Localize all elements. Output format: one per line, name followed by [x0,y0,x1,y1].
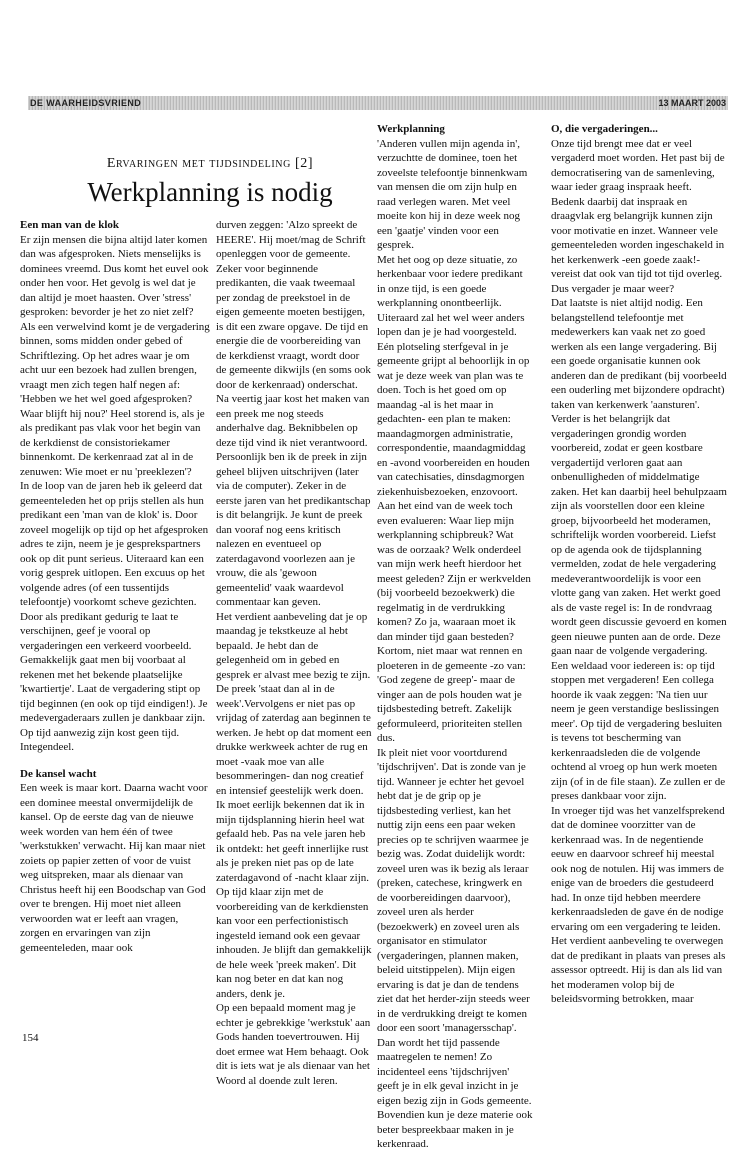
paragraph: durven zeggen: 'Alzo spreekt de HEERE'. Hij moet/mag de Schrift openleggen voor de gemeente. [216,219,366,260]
article-title-block [40,156,380,208]
text-column-2 [216,218,372,1088]
paragraph: Dat laatste is niet altijd nodig. Een belangstellend telefoontje met medewerkers kan vaak net zo goed werken als een lange vergadering. Bij een goede organisatie kunnen ook anderen dan de predikant (bij voorbeeld een ouderling met bijzondere opdracht) taken van kerkenwerk 'aansturen'. [551,297,727,411]
paragraph: 'Anderen vullen mijn agenda in', verzuchtte de dominee, toen het zoveelste telefoontje binnenkwam van mensen die om zijn hulp en raad verlegen waren. Met veel moeite kon hij in deze week nog een 'gaatje' vinden voor een gesprek. [377,137,528,251]
issue-date: 13 MAART 2003 [658,98,726,108]
paragraph: Zeker voor beginnende predikanten, die vaak tweemaal per zondag de preekstoel in de eigen gemeente moeten bestijgen, is dit een zware opgave. De tijd en energie die de voorbereiding van de kerkdienst vraagt, wordt door de gemeente dikwijls (en soms ook door de kerkenraad) onderschat. Na veertig jaar kost het maken van een preek me nog steeds anderhalve dag. Beknibbelen op deze tijd vind ik niet verantwoord. Persoonlijk ben ik de preek in zijn geheel blijven uitschrijven (later via de computer). Zeker in de eerste jaren van het predikantschap is dit belangrijk. Je kunt de preek dan vooraf nog eens kritisch nalezen en eventueel op zaterdagavond voorlezen aan je vrouw, die als 'gewoon gemeentelid' vaak waardevol commentaar kan geven. [216,262,371,608]
paragraph: Op tijd klaar zijn met de voorbereiding van de kerkdiensten kan voor een perfectionistisch ingesteld iemand ook een gevaar inhouden. Je blijft dan gemakkelijk de hele week 'preek maken'. Dit kan nog beter en dat kan nog anders, denk je. [216,886,372,1000]
running-header [28,96,728,110]
paragraph: Ik pleit niet voor voortdurend 'tijdschrijven'. Dat is zonde van je tijd. Wanneer je echter het gevoel hebt dat je de grip op je tijdsbesteding verliest, kan het nuttig zijn eens een paar weken precies op te schrijven waarmee je bezig was. Zodat duidelijk wordt: zoveel uren was ik bezig als leraar (preken, catechese, kringwerk en de voorbereidingen daarvoor), zoveel uren als herder (bezoekwerk) en zoveel uren als organisator en stimulator (vergaderingen, plannen maken, beleid uitstippelen). Mijn eigen ervaring is dat je dan de tendens ziet dat het herder-zijn steeds weer in de verdrukking dreigt te komen door een soort 'managersschap'. Dan wordt het tijd passende maatregelen te nemen! Zo incidenteel eens 'tijdschrijven' geeft je in elk geval inzicht in je eigen bezig zijn in Gods gemeente. Bovendien kun je deze materie ook beter bespreekbaar maken in je kerkenraad. [377,746,533,1150]
article-headline: Werkplanning is nodig [87,177,333,207]
paragraph: In de loop van de jaren heb ik geleerd dat gemeenteleden het op prijs stellen als hun predikant een 'man van de klok' is. Door zoveel mogelijk op tijd op het afgesproken adres te zijn, neem je je gesprekspartners ook op dit punt serieus. Uiteraard kan een vorig gesprek uitlopen. Een excuus op het volgende adres (of een tussentijds telefoontje) voorkomt scheve gezichten. Door als predikant gedurig te laat te verschijnen, geef je vooral op vergaderingen een verkeerd voorbeeld. Gemakkelijk gaat men bij voorbaat al rekenen met het bekende plaatselijke 'kwartiertje'. Laat de vergadering stipt op tijd beginnen (en ook op tijd eindigen!). Je medevergaderaars zullen je dankbaar zijn. Op tijd aanwezig zijn kost geen tijd. Integendeel. [20,480,209,753]
section-heading: Werkplanning [377,123,445,135]
series-kicker: Ervaringen met tijdsindeling [2] [106,156,314,171]
paragraph: In vroeger tijd was het vanzelfsprekend dat de dominee voorzitter van de kerkenraad was. In de negentiende eeuw en daarvoor schreef hij meestal ook nog de notulen. Hij was immers de enige van de broeders die gestudeerd had. In onze tijd hebben meerdere kerkenraadsleden de gave én de nodige ervaring om een vergadering te leiden. Het verdient aanbeveling te overwegen dat de predikant in plaats van preses als assessor optreedt. Hij is dan als lid van het moderamen volop bij de beleidsvorming betrokken, maar [551,804,726,1005]
paragraph: Het verdient aanbeveling dat je op maandag je tekstkeuze al hebt bepaald. Je hebt dan de gelegenheid om in gebed en gesprek er alvast mee bezig te zijn. De preek 'staat dan al in de week'.Vervolgens er niet pas op vrijdag of zaterdag aan beginnen te werken. Je hebt op dat moment een drukke werkweek achter de rug en moet -vaak moe van alle besommeringen- dan nog creatief en intensief geestelijk werk doen. Ik moet eerlijk bekennen dat ik in mijn tijdsplanning hierin heel wat gefaald heb. Pas na vele jaren heb ik ontdekt: het geeft innerlijke rust als je preken niet pas op de late zaterdagavond of -nacht klaar zijn. [216,610,372,884]
text-column-3 [377,122,533,1152]
paragraph: Met het oog op deze situatie, zo herkenbaar voor iedere predikant in onze tijd, is een goede werkplanning onontbeerlijk. Uiteraard zal het wel weer anders lopen dan je je had voorgesteld. Eén plotseling sterfgeval in je gemeente grijpt al behoorlijk in op wat je deze week van plan was te doen. Toch is het goed om op maandag -al is het maar in gedachten- een plan te maken: maandagmorgen administratie, correspondentie, maandagmiddag en -avond voorbereiden en houden van catechisaties, dinsdagmorgen ziekenhuisbezoeken, enzovoort. Aan het eind van de week toch even evalueren: Waar liep mijn werkplanning schipbreuk? Wat was de oorzaak? Welk onderdeel van mijn werk heeft hierdoor het meest geleden? Zijn er werkvelden (bij voorbeeld bezoekwerk) die regelmatig in de verdrukking komen? Zo ja, waaraan moet ik dan minder tijd gaan besteden? Kortom, niet maar wat rennen en ploeteren in de gemeente -zo van: 'God zegene de greep'- maar de vinger aan de pols houden wat je tijdsbesteding betreft. Zakelijk geformuleerd, prioriteiten stellen dus. [377,253,531,744]
paragraph: Verder is het belangrijk dat vergaderingen grondig worden voorbereid, zodat er geen kostbare vergadertijd verloren gaat aan onbenulligheden of middelmatige zaken. Het kan daarbij heel behulpzaam zijn als voorstellen door een kleine groep, bijvoorbeeld het moderamen, schriftelijk worden voorbereid. Liefst op de agenda ook de tijdsplanning vermelden, zodat de hele vergadering medeverantwoordelijk is voor een vlotte gang van zaken. Het werkt goed als de vaste regel is: In de rondvraag wordt geen discussie gevoerd en komen geen nieuwe punten aan de orde. Deze gaan naar de volgende vergadering. Een weldaad voor iedereen is: op tijd stoppen met vergaderen! Een collega hoorde ik vaak zeggen: 'Na tien uur neem je geen verstandige beslissingen meer'. Op tijd de vergadering besluiten is tevens tot bescherming van kerkenraadsleden die de volgende ochtend al vroeg op hun werk moeten zijn (of in de file staan). Ze zullen er de preses dankbaar voor zijn. [551,413,727,802]
paragraph: Onze tijd brengt mee dat er veel vergaderd moet worden. Het past bij de democratisering van de samenleving, waar ieder graag inspraak heeft. Bedenk daarbij dat inspraak en draagvlak erg belangrijk kunnen zijn voor motivatie en inzet. Wanneer vele gemeenteleden worden ingeschakeld in het kerkenwerk -een goede zaak!- vereist dat ook van tijd tot tijd overleg. Dus vergader je maar weer? [551,137,725,295]
section-heading: Een man van de klok [20,219,120,231]
section-heading: O, die vergaderingen... [551,123,658,135]
paragraph: Er zijn mensen die bijna altijd later komen dan was afgesproken. Niets menselijks is dominees vreemd. Dus komt het euvel ook onder hen voor. Het gevolg is wel dat je dan altijd je moet haasten. Over 'stress' gesproken: bevorder je het zo niet zelf? Als een verwelvind komt je de vergadering binnen, soms midden onder gebed of Schriftlezing. Op het adres waar je om acht uur een bezoek had zullen brengen, vraagt men zich tegen half negen af: 'Hebben we het wel goed afgesproken? Waar blijft hij nou?' Heel storend is, als je als predikant pas vlak voor het begin van de kerkdienst de consistoriekamer binnenkomt. De kerkenraad zat al in de zenuwen: Wie moet er nu 'preeklezen'? [20,233,210,478]
page-number: 154 [22,1032,39,1044]
text-column-4 [551,122,727,1007]
paragraph: Op een bepaald moment mag je echter je gebrekkige 'werkstuk' aan Gods handen toevertrouwen. Hij doet ermee wat Hem behaagt. Ook dit is iets wat je als dienaar van het Woord al doende zult leren. [216,1002,371,1087]
section-heading: De kansel wacht [20,767,97,780]
paragraph: Een week is maar kort. Daarna wacht voor een dominee meestal onvermijdelijk de kansel. Op de eerste dag van de nieuwe week worden van hem één of twee 'werkstukken' verwacht. Hij kan maar niet zoiets op papier zetten of voor de vuist weg uitspreken, maar als dienaar van Christus heeft hij een Boodschap van God over te brengen. Hij moet niet alleen verwoorden wat er leeft aan vragen, zorgen en ervaringen van zijn gemeenteleden, maar ook [20,782,208,954]
publication-name: DE WAARHEIDSVRIEND [30,98,142,108]
text-column-1 [20,218,210,955]
